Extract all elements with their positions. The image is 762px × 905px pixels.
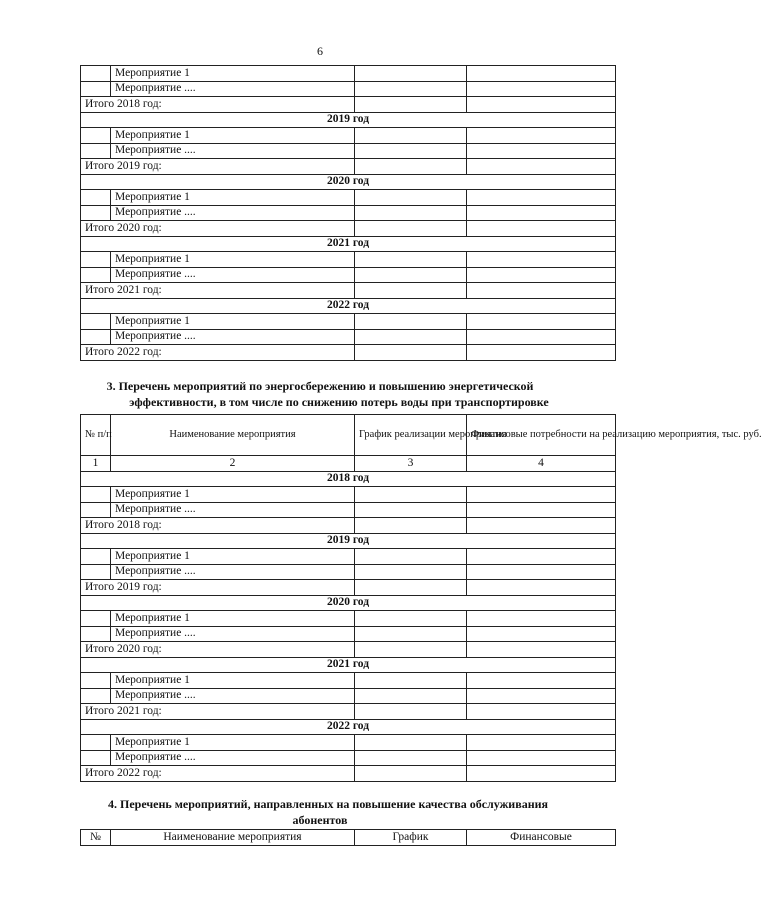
- year-total-label: Итого 2019 год:: [81, 580, 355, 596]
- empty-cell: [467, 688, 616, 704]
- activity-name: Мероприятие ....: [111, 750, 355, 766]
- empty-cell: [355, 673, 467, 689]
- year-total-label: Итого 2022 год:: [81, 766, 355, 782]
- empty-cell: [355, 159, 467, 175]
- empty-cell: [355, 143, 467, 159]
- empty-cell: [467, 345, 616, 361]
- activity-name: Мероприятие ....: [111, 267, 355, 283]
- activity-name: Мероприятие 1: [111, 252, 355, 268]
- empty-cell: [355, 267, 467, 283]
- activity-row: [81, 267, 616, 283]
- section-3-title-line2: эффективности, в том числе по снижению потерь воды при транспортировке: [129, 394, 549, 409]
- activity-name: Мероприятие ....: [111, 564, 355, 580]
- empty-cell: [467, 267, 616, 283]
- activity-row: [81, 487, 616, 503]
- empty-cell: [81, 252, 111, 268]
- empty-cell: [355, 626, 467, 642]
- column-number: 3: [355, 456, 467, 472]
- empty-cell: [467, 518, 616, 534]
- year-row: [81, 112, 616, 128]
- year-row: [81, 533, 616, 549]
- empty-cell: [355, 190, 467, 206]
- year-row: [81, 236, 616, 252]
- activity-name: Мероприятие ....: [111, 626, 355, 642]
- empty-cell: [81, 487, 111, 503]
- empty-cell: [355, 66, 467, 82]
- empty-cell: [467, 626, 616, 642]
- year-total-label: Итого 2020 год:: [81, 642, 355, 658]
- activity-name: Мероприятие 1: [111, 314, 355, 330]
- year-total-label: Итого 2019 год:: [81, 159, 355, 175]
- section-4-title-line1: 4. Перечень мероприятий, направленных на повышение качества обслуживания: [107, 797, 549, 811]
- year-total-label: Итого 2018 год:: [81, 518, 355, 534]
- year-row: [81, 657, 616, 673]
- activity-row: [81, 750, 616, 766]
- total-row: [81, 766, 616, 782]
- activity-name: Мероприятие ....: [111, 502, 355, 518]
- total-row: [81, 642, 616, 658]
- service-quality-activities-table: [80, 829, 616, 846]
- activity-name: Мероприятие 1: [111, 549, 355, 565]
- activity-name: Мероприятие 1: [111, 611, 355, 627]
- year-row: [81, 471, 616, 487]
- empty-cell: [467, 580, 616, 596]
- header-schedule: График: [355, 830, 467, 846]
- total-row: [81, 580, 616, 596]
- empty-cell: [81, 205, 111, 221]
- column-number: 1: [81, 456, 111, 472]
- total-row: [81, 97, 616, 113]
- empty-cell: [81, 750, 111, 766]
- activity-row: [81, 190, 616, 206]
- page-number: 6: [317, 44, 323, 58]
- empty-cell: [355, 128, 467, 144]
- year-row: [81, 174, 616, 190]
- empty-cell: [81, 502, 111, 518]
- empty-cell: [467, 673, 616, 689]
- activity-row: [81, 66, 616, 82]
- empty-cell: [467, 314, 616, 330]
- empty-cell: [81, 66, 111, 82]
- year-total-label: Итого 2020 год:: [81, 221, 355, 237]
- header-financial-needs: Финансовые: [467, 830, 616, 846]
- empty-cell: [467, 564, 616, 580]
- empty-cell: [355, 329, 467, 345]
- section-3-title-line1: 3. Перечень мероприятий по энергосбережению и повышению энергетической: [106, 379, 534, 393]
- empty-cell: [355, 750, 467, 766]
- activity-row: [81, 502, 616, 518]
- activity-row: [81, 143, 616, 159]
- column-number: 4: [467, 456, 616, 472]
- empty-cell: [355, 735, 467, 751]
- empty-cell: [355, 564, 467, 580]
- section-4-title-line2: абонентов: [292, 812, 348, 827]
- column-number: 2: [111, 456, 355, 472]
- empty-cell: [467, 205, 616, 221]
- empty-cell: [467, 283, 616, 299]
- year-total-label: Итого 2021 год:: [81, 283, 355, 299]
- empty-cell: [355, 221, 467, 237]
- empty-cell: [467, 750, 616, 766]
- empty-cell: [355, 611, 467, 627]
- empty-cell: [355, 502, 467, 518]
- empty-cell: [355, 205, 467, 221]
- activity-name: Мероприятие ....: [111, 143, 355, 159]
- empty-cell: [467, 611, 616, 627]
- year-label: 2022 год: [81, 719, 616, 735]
- empty-cell: [81, 143, 111, 159]
- total-row: [81, 221, 616, 237]
- year-label: 2020 год: [81, 174, 616, 190]
- activity-name: Мероприятие 1: [111, 735, 355, 751]
- year-label: 2019 год: [81, 533, 616, 549]
- header-activity-name: Наименование мероприятия: [111, 830, 355, 846]
- total-row: [81, 704, 616, 720]
- activity-name: Мероприятие ....: [111, 81, 355, 97]
- activity-row: [81, 564, 616, 580]
- activity-row: [81, 735, 616, 751]
- empty-cell: [467, 66, 616, 82]
- empty-cell: [355, 549, 467, 565]
- section-4-title: [0, 797, 640, 828]
- activity-name: Мероприятие ....: [111, 205, 355, 221]
- empty-cell: [467, 704, 616, 720]
- empty-cell: [81, 314, 111, 330]
- empty-cell: [467, 143, 616, 159]
- total-row: [81, 283, 616, 299]
- empty-cell: [355, 688, 467, 704]
- header-schedule: График реализации мероприятия: [355, 415, 467, 456]
- activity-row: [81, 549, 616, 565]
- empty-cell: [467, 735, 616, 751]
- header-number: №: [81, 830, 111, 846]
- year-row: [81, 298, 616, 314]
- activity-name: Мероприятие 1: [111, 673, 355, 689]
- activity-name: Мероприятие 1: [111, 190, 355, 206]
- activity-row: [81, 626, 616, 642]
- empty-cell: [355, 580, 467, 596]
- year-total-label: Итого 2021 год:: [81, 704, 355, 720]
- header-financial-needs: Финансовые потребности на реализацию мероприятия, тыс. руб.: [467, 415, 616, 456]
- energy-saving-activities-table: [80, 414, 762, 782]
- empty-cell: [81, 267, 111, 283]
- activity-name: Мероприятие 1: [111, 487, 355, 503]
- empty-cell: [467, 159, 616, 175]
- total-row: [81, 345, 616, 361]
- year-label: 2018 год: [81, 471, 616, 487]
- year-label: 2021 год: [81, 657, 616, 673]
- empty-cell: [467, 221, 616, 237]
- empty-cell: [467, 642, 616, 658]
- activity-row: [81, 611, 616, 627]
- empty-cell: [467, 81, 616, 97]
- empty-cell: [81, 128, 111, 144]
- year-label: 2019 год: [81, 112, 616, 128]
- year-row: [81, 719, 616, 735]
- table-header-row: [81, 830, 616, 846]
- empty-cell: [355, 518, 467, 534]
- empty-cell: [81, 190, 111, 206]
- empty-cell: [81, 329, 111, 345]
- empty-cell: [81, 673, 111, 689]
- empty-cell: [355, 345, 467, 361]
- empty-cell: [355, 766, 467, 782]
- empty-cell: [467, 128, 616, 144]
- empty-cell: [467, 502, 616, 518]
- activity-row: [81, 128, 616, 144]
- activity-row: [81, 205, 616, 221]
- total-row: [81, 159, 616, 175]
- empty-cell: [467, 190, 616, 206]
- empty-cell: [355, 314, 467, 330]
- empty-cell: [355, 81, 467, 97]
- activities-table-continued: [80, 65, 616, 361]
- activity-name: Мероприятие ....: [111, 329, 355, 345]
- empty-cell: [467, 252, 616, 268]
- activity-row: [81, 314, 616, 330]
- table-header-row: [81, 415, 616, 456]
- empty-cell: [81, 735, 111, 751]
- year-label: 2021 год: [81, 236, 616, 252]
- empty-cell: [355, 97, 467, 113]
- year-label: 2022 год: [81, 298, 616, 314]
- year-label: 2020 год: [81, 595, 616, 611]
- section-3-title: [0, 379, 640, 410]
- year-total-label: Итого 2018 год:: [81, 97, 355, 113]
- activity-row: [81, 252, 616, 268]
- empty-cell: [355, 704, 467, 720]
- empty-cell: [355, 642, 467, 658]
- empty-cell: [467, 549, 616, 565]
- activity-name: Мероприятие ....: [111, 688, 355, 704]
- activity-row: [81, 688, 616, 704]
- empty-cell: [355, 252, 467, 268]
- year-total-label: Итого 2022 год:: [81, 345, 355, 361]
- activity-name: Мероприятие 1: [111, 128, 355, 144]
- empty-cell: [467, 329, 616, 345]
- column-numbers-row: [81, 456, 616, 472]
- empty-cell: [355, 487, 467, 503]
- header-number: № п/п: [81, 415, 111, 456]
- total-row: [81, 518, 616, 534]
- empty-cell: [467, 766, 616, 782]
- activity-row: [81, 81, 616, 97]
- empty-cell: [81, 549, 111, 565]
- year-row: [81, 595, 616, 611]
- activity-name: Мероприятие 1: [111, 66, 355, 82]
- empty-cell: [355, 283, 467, 299]
- empty-cell: [81, 611, 111, 627]
- empty-cell: [81, 688, 111, 704]
- empty-cell: [467, 487, 616, 503]
- empty-cell: [467, 97, 616, 113]
- activity-row: [81, 673, 616, 689]
- header-activity-name: Наименование мероприятия: [111, 415, 355, 456]
- empty-cell: [81, 626, 111, 642]
- empty-cell: [81, 564, 111, 580]
- empty-cell: [81, 81, 111, 97]
- activity-row: [81, 329, 616, 345]
